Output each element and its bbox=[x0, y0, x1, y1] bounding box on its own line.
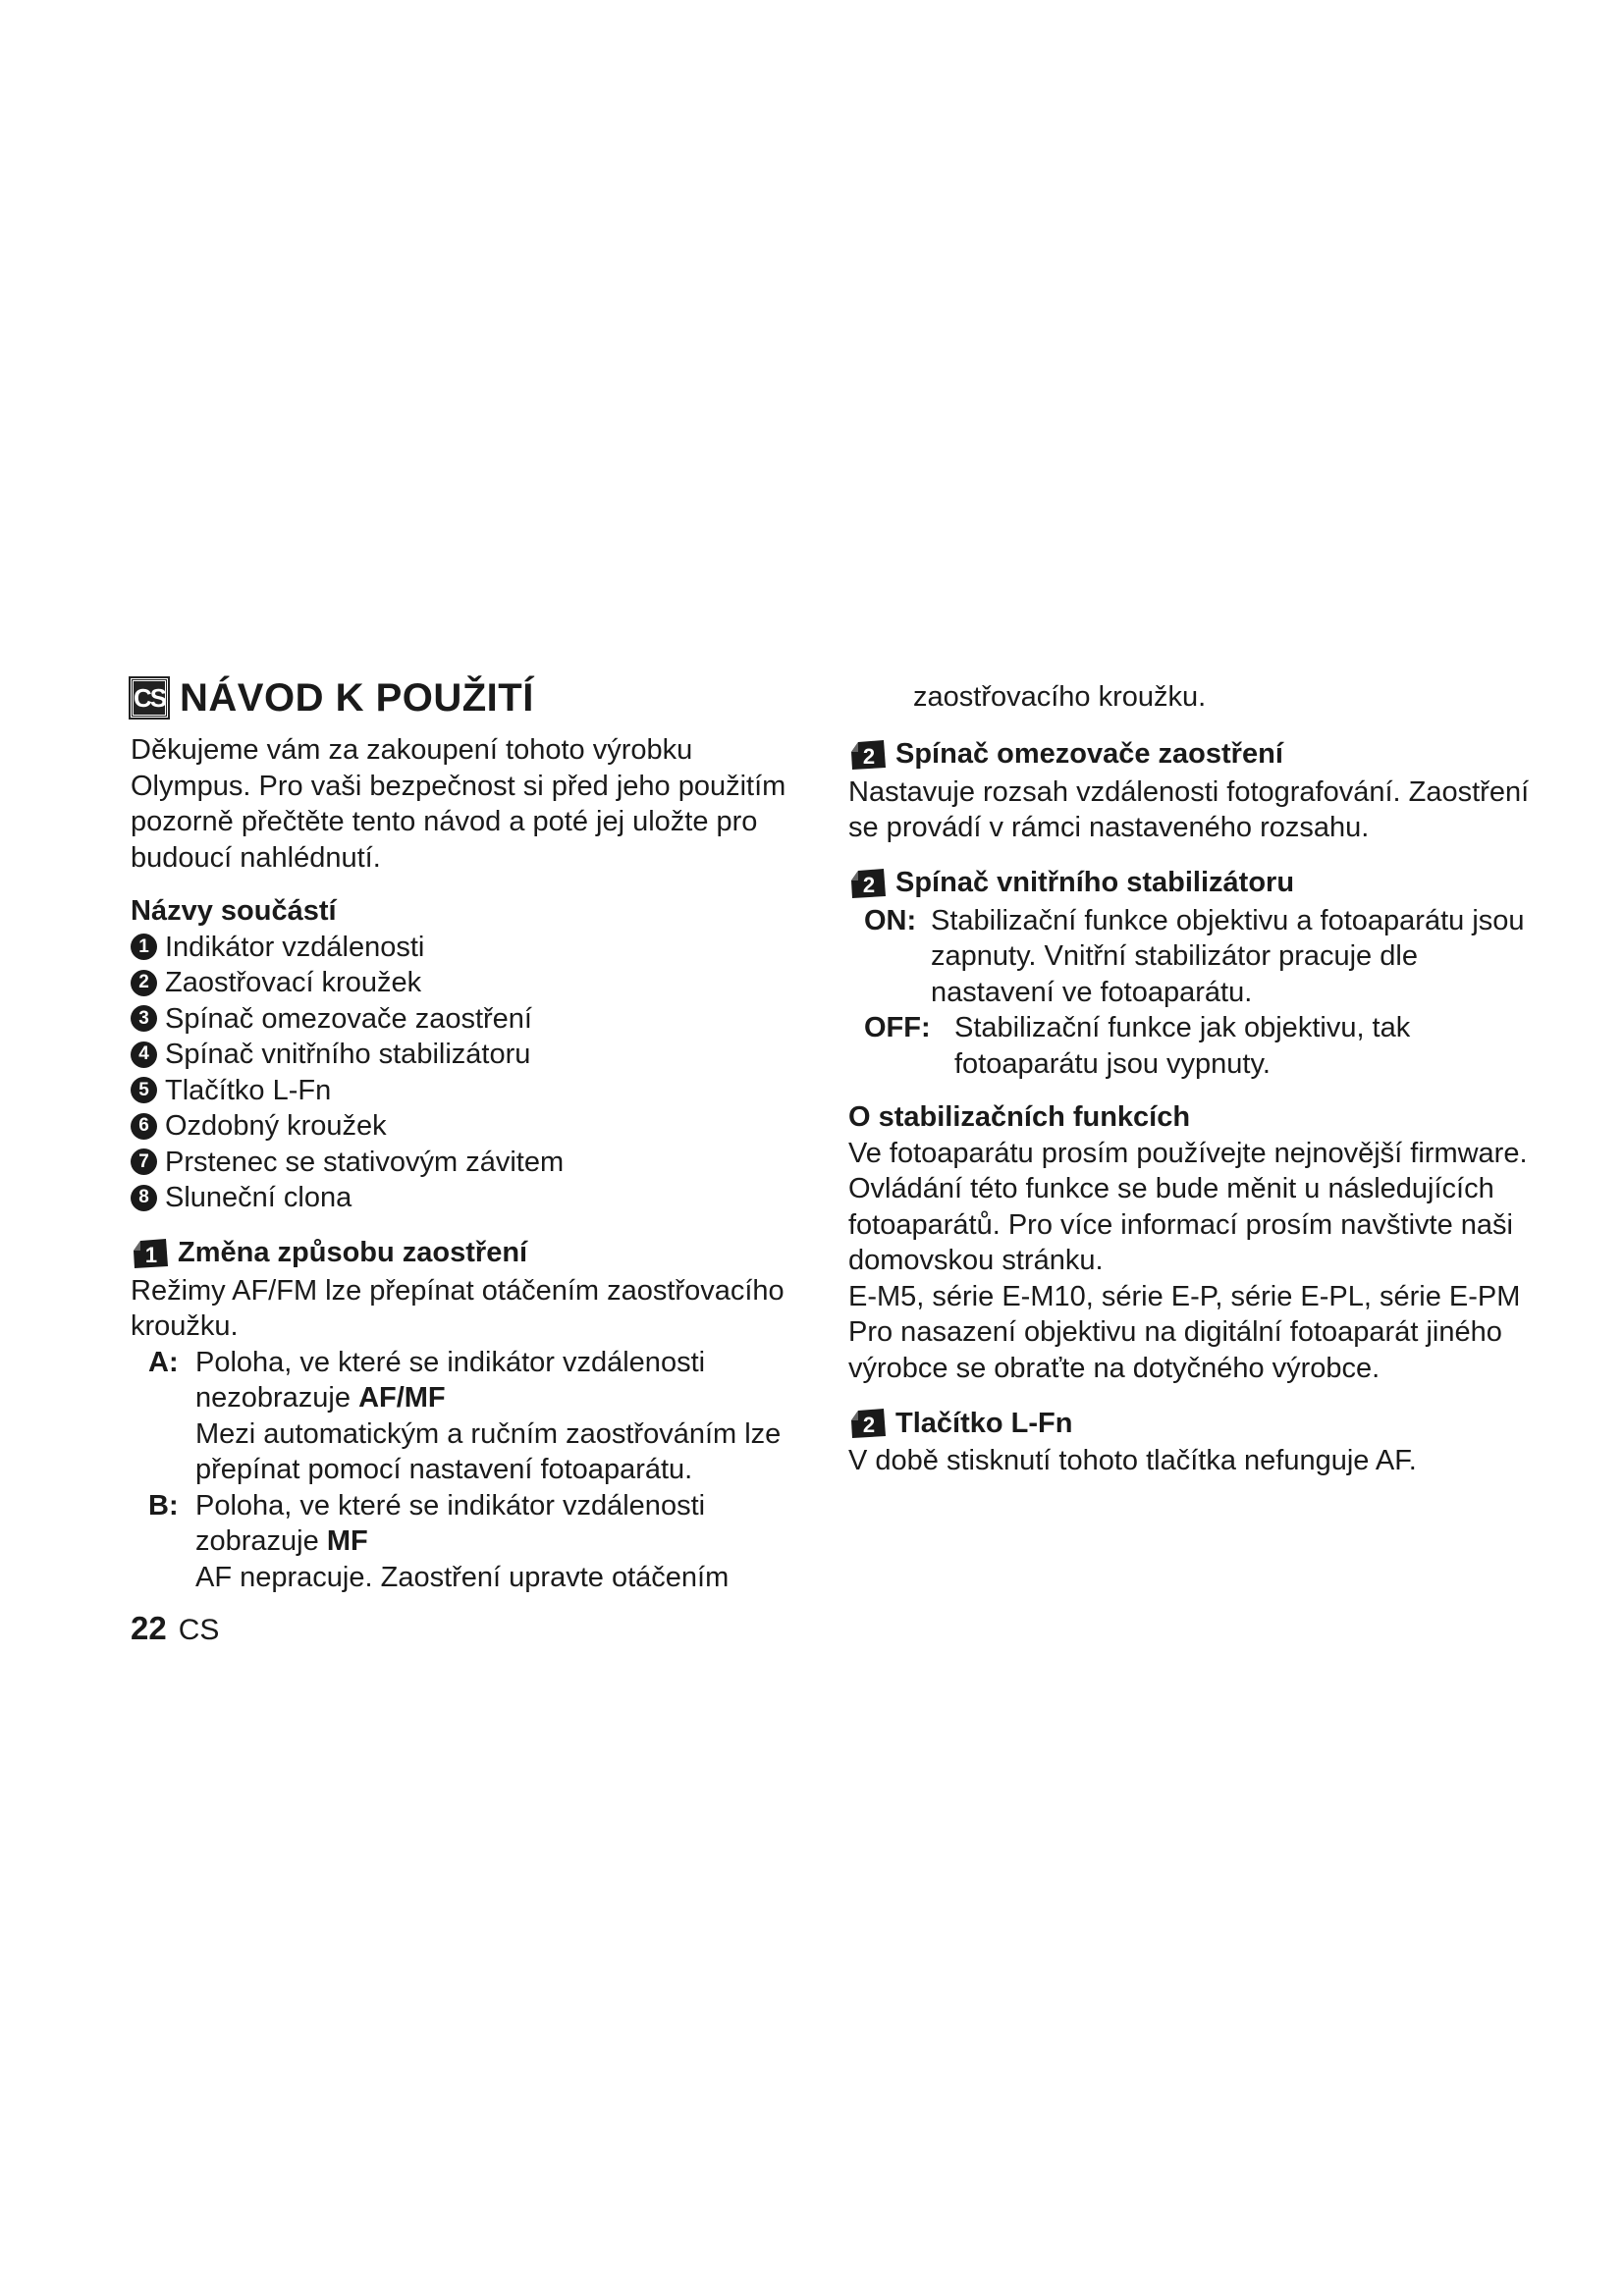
option-b-note: AF nepracuje. Zaostření upravte otáčením bbox=[195, 1561, 730, 1593]
option-on-term: ON: bbox=[864, 904, 917, 936]
page-footer bbox=[131, 1610, 219, 1647]
option-on-text: Stabilizační funkce objektivu a fotoaparátu jsou zapnuty. Vnitřní stabilizátor pracuje dle nastavení ve fotoaparátu. bbox=[931, 904, 1525, 1008]
part-label: Zaostřovací kroužek bbox=[165, 967, 422, 998]
option-b-text bbox=[195, 1488, 808, 1560]
page-title: NÁVOD K POUŽITÍ bbox=[180, 675, 534, 720]
list-item bbox=[131, 1073, 808, 1109]
list-item bbox=[131, 1037, 808, 1073]
language-badge-icon: CS bbox=[131, 678, 168, 718]
section-heading bbox=[848, 735, 1536, 774]
part-label: Spínač vnitřního stabilizátoru bbox=[165, 1039, 531, 1070]
part-label: Spínač omezovače zaostření bbox=[165, 1002, 532, 1035]
section-text: V době stisknutí tohoto tlačítka nefunguje AF. bbox=[848, 1445, 1417, 1476]
option-a-text bbox=[195, 1345, 808, 1416]
number-4-icon: 4 bbox=[131, 1041, 157, 1068]
step-2-icon bbox=[848, 738, 888, 772]
right-column bbox=[848, 683, 1536, 1497]
page-header bbox=[131, 673, 808, 722]
number-1-icon: 1 bbox=[131, 934, 157, 960]
option-a-desc: Poloha, ve které se indikátor vzdálenosti nezobrazuje bbox=[195, 1346, 706, 1414]
stabilizer-switch-section bbox=[848, 864, 1536, 1083]
option-a-mode: AF/MF bbox=[358, 1382, 446, 1414]
option-on bbox=[848, 903, 1536, 1011]
part-label: Prstenec se stativovým závitem bbox=[165, 1146, 565, 1178]
option-b bbox=[131, 1488, 808, 1596]
list-item bbox=[131, 930, 808, 966]
option-b-desc: Poloha, ve které se indikátor vzdálenosti zobrazuje bbox=[195, 1489, 706, 1557]
svg-text:1: 1 bbox=[144, 1242, 158, 1267]
section-heading bbox=[131, 1234, 808, 1273]
option-a-body bbox=[195, 1345, 808, 1488]
number-5-icon: 5 bbox=[131, 1077, 157, 1103]
info-paragraph: Ovládání této funkce se bude měnit u následujících fotoaparátů. Pro více informací prosím navštivte naši domovskou stránku. bbox=[848, 1173, 1513, 1276]
lfn-button-section bbox=[848, 1404, 1536, 1479]
option-off bbox=[848, 1010, 1536, 1082]
section-title: O stabilizačních funkcích bbox=[848, 1101, 1191, 1133]
list-item bbox=[131, 965, 808, 1001]
list-item bbox=[131, 1001, 808, 1038]
section-title: Spínač omezovače zaostření bbox=[895, 738, 1283, 771]
list-item bbox=[131, 1145, 808, 1181]
list-item bbox=[131, 1108, 808, 1145]
section-title: Změna způsobu zaostření bbox=[178, 1237, 528, 1269]
focus-limiter-section bbox=[848, 735, 1536, 846]
option-a-note: Mezi automatickým a ručním zaostřováním lze přepínat pomocí nastavení fotoaparátu. bbox=[195, 1417, 782, 1485]
svg-text:2: 2 bbox=[862, 1413, 876, 1437]
option-off-text: Stabilizační funkce jak objektivu, tak fotoaparátu jsou vypnuty. bbox=[954, 1012, 1411, 1080]
section-text: Nastavuje rozsah vzdálenosti fotografování. Zaostření se provádí v rámci nastaveného rozsahu. bbox=[848, 775, 1530, 843]
section-heading bbox=[848, 1404, 1536, 1443]
step-1-icon bbox=[131, 1237, 170, 1270]
option-b-mode: MF bbox=[326, 1525, 368, 1557]
page-lang: CS bbox=[178, 1614, 220, 1646]
parts-list bbox=[131, 930, 808, 1216]
info-paragraph: E-M5, série E-M10, série E-P, série E-PL, série E-PM bbox=[848, 1280, 1521, 1312]
option-a-term: A: bbox=[148, 1346, 179, 1378]
option-b-body bbox=[195, 1488, 808, 1596]
part-label: Sluneční clona bbox=[165, 1182, 352, 1213]
svg-text:2: 2 bbox=[862, 872, 876, 897]
focus-mode-section bbox=[131, 1234, 808, 1596]
number-7-icon: 7 bbox=[131, 1148, 157, 1175]
part-label: Indikátor vzdálenosti bbox=[165, 931, 425, 963]
option-off-term: OFF: bbox=[864, 1012, 931, 1043]
number-2-icon: 2 bbox=[131, 970, 157, 996]
continued-text: zaostřovacího kroužku. bbox=[913, 681, 1207, 713]
step-2-icon bbox=[848, 1407, 888, 1440]
section-title: Spínač vnitřního stabilizátoru bbox=[895, 867, 1295, 899]
list-item bbox=[131, 1180, 808, 1216]
info-paragraph: Pro nasazení objektivu na digitální fotoaparát jiného výrobce se obraťte na dotyčného výrobce. bbox=[848, 1316, 1502, 1384]
parts-heading: Názvy součástí bbox=[131, 895, 337, 927]
number-6-icon: 6 bbox=[131, 1113, 157, 1140]
section-text: Režimy AF/FM lze přepínat otáčením zaostřovacího kroužku. bbox=[131, 1274, 785, 1342]
stabilization-info-section bbox=[848, 1099, 1536, 1386]
section-title: Tlačítko L-Fn bbox=[895, 1407, 1073, 1439]
parts-section bbox=[131, 893, 808, 1216]
part-label: Tlačítko L-Fn bbox=[165, 1074, 332, 1106]
svg-text:2: 2 bbox=[862, 743, 876, 769]
section-heading bbox=[848, 864, 1536, 903]
left-column bbox=[131, 673, 808, 1595]
step-2-icon bbox=[848, 867, 888, 900]
option-b-term: B: bbox=[148, 1489, 179, 1522]
part-label: Ozdobný kroužek bbox=[165, 1110, 387, 1142]
page-number: 22 bbox=[131, 1610, 167, 1646]
intro-paragraph: Děkujeme vám za zakoupení tohoto výrobku Olympus. Pro vaši bezpečnost si před jeho použitím pozorně přečtěte tento návod a poté jej uložte pro budoucí nahlédnutí. bbox=[131, 734, 786, 874]
number-3-icon: 3 bbox=[131, 1005, 157, 1032]
option-a bbox=[131, 1345, 808, 1488]
number-8-icon: 8 bbox=[131, 1185, 157, 1211]
info-paragraph: Ve fotoaparátu prosím používejte nejnovější firmware. bbox=[848, 1137, 1528, 1169]
